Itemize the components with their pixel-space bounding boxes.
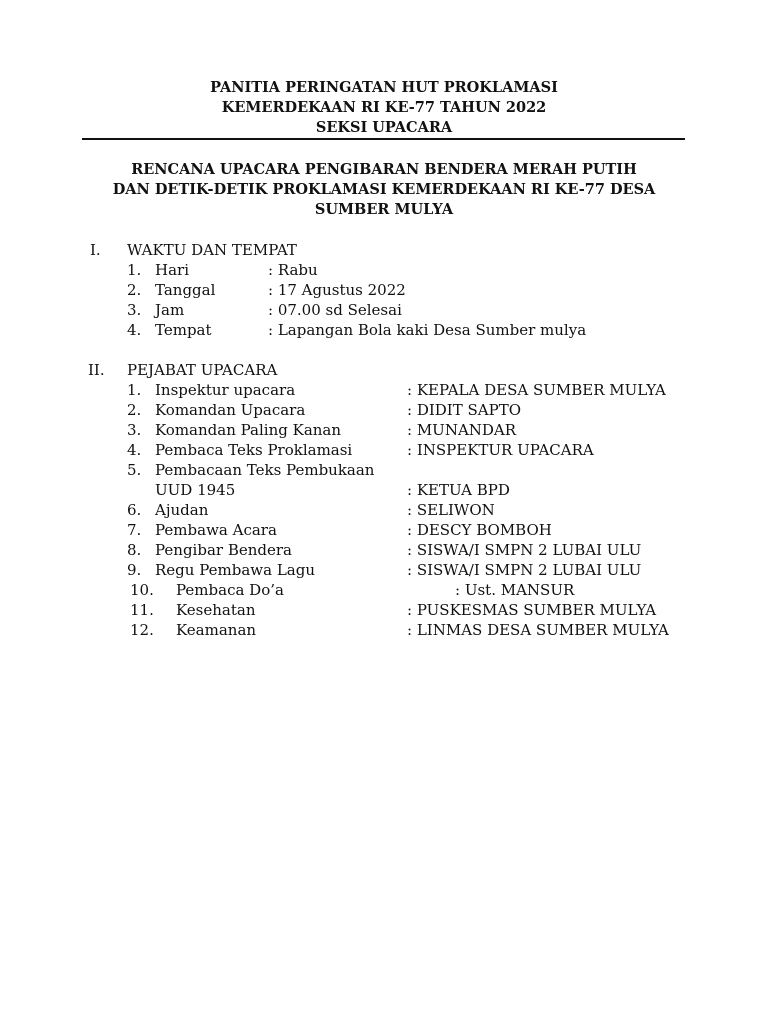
list-item-number: 8. bbox=[127, 541, 142, 559]
list-item-value: : KEPALA DESA SUMBER MULYA bbox=[407, 381, 666, 399]
list-item-value: : Rabu bbox=[268, 261, 318, 279]
header-line-1: PANITIA PERINGATAN HUT PROKLAMASI bbox=[210, 79, 558, 96]
list-item-label: Pembawa Acara bbox=[155, 521, 277, 539]
list-item-label: Pembaca Do’a bbox=[176, 581, 284, 599]
section-1-heading: WAKTU DAN TEMPAT bbox=[127, 241, 297, 259]
section-1-numeral: I. bbox=[90, 241, 101, 259]
list-item-number: 11. bbox=[130, 601, 154, 619]
list-item-value: : 17 Agustus 2022 bbox=[268, 281, 406, 299]
list-item-label: Pembacaan Teks Pembukaan bbox=[155, 461, 375, 479]
section-2-numeral: II. bbox=[88, 361, 105, 379]
list-item-value: : Lapangan Bola kaki Desa Sumber mulya bbox=[268, 321, 587, 339]
list-item-label: Keamanan bbox=[176, 621, 257, 639]
header-divider bbox=[82, 138, 685, 140]
list-item-value: : 07.00 sd Selesai bbox=[268, 301, 402, 319]
list-item-label: Inspektur upacara bbox=[155, 381, 296, 399]
list-item-label: Jam bbox=[155, 301, 185, 319]
list-item-label: Komandan Paling Kanan bbox=[155, 421, 342, 439]
header-line-3: SEKSI UPACARA bbox=[315, 119, 453, 136]
list-item-value: : MUNANDAR bbox=[407, 421, 517, 439]
list-item-number: 2. bbox=[127, 401, 142, 419]
list-item-label: Komandan Upacara bbox=[155, 401, 306, 419]
list-item-number: 3. bbox=[127, 301, 142, 319]
list-item-value: : SISWA/I SMPN 2 LUBAI ULU bbox=[407, 541, 642, 559]
list-item-label: Hari bbox=[155, 261, 189, 279]
list-item-label: Kesehatan bbox=[176, 601, 256, 619]
list-item-number: 9. bbox=[127, 561, 142, 579]
list-item-label: Tempat bbox=[155, 321, 212, 339]
list-item-label: Pengibar Bendera bbox=[155, 541, 292, 559]
list-item-label-continued: UUD 1945 bbox=[155, 481, 236, 499]
title-line-3: SUMBER MULYA bbox=[314, 201, 454, 218]
list-item-number: 6. bbox=[127, 501, 142, 519]
list-item-label: Tanggal bbox=[155, 281, 216, 299]
list-item-number: 3. bbox=[127, 421, 142, 439]
list-item-label: Ajudan bbox=[155, 501, 209, 519]
list-item-number: 7. bbox=[127, 521, 142, 539]
list-item-label: Regu Pembawa Lagu bbox=[155, 561, 315, 579]
list-item-value: : Ust. MANSUR bbox=[455, 581, 575, 599]
header-line-2: KEMERDEKAAN RI KE-77 TAHUN 2022 bbox=[221, 99, 547, 116]
list-item-number: 2. bbox=[127, 281, 142, 299]
list-item-number: 12. bbox=[130, 621, 154, 639]
title-line-1: RENCANA UPACARA PENGIBARAN BENDERA MERAH PUTIH bbox=[131, 161, 637, 178]
list-item-label: Pembaca Teks Proklamasi bbox=[155, 441, 353, 459]
list-item-value: : DESCY BOMBOH bbox=[407, 521, 552, 539]
list-item-number: 1. bbox=[127, 381, 142, 399]
list-item-number: 1. bbox=[127, 261, 142, 279]
list-item-value: : PUSKESMAS SUMBER MULYA bbox=[407, 601, 657, 619]
section-2-heading: PEJABAT UPACARA bbox=[127, 361, 278, 379]
list-item-number: 5. bbox=[127, 461, 142, 479]
list-item-number: 4. bbox=[127, 321, 142, 339]
list-item-value: : LINMAS DESA SUMBER MULYA bbox=[407, 621, 669, 639]
list-item-value: : DIDIT SAPTO bbox=[407, 401, 522, 419]
title-line-2: DAN DETIK-DETIK PROKLAMASI KEMERDEKAAN RI KE-77 DESA bbox=[112, 181, 656, 198]
list-item-value: : KETUA BPD bbox=[407, 481, 510, 499]
list-item-number: 10. bbox=[130, 581, 154, 599]
list-item-value: : SELIWON bbox=[407, 501, 495, 519]
list-item-value: : SISWA/I SMPN 2 LUBAI ULU bbox=[407, 561, 642, 579]
list-item-value: : INSPEKTUR UPACARA bbox=[407, 441, 594, 459]
list-item-number: 4. bbox=[127, 441, 142, 459]
